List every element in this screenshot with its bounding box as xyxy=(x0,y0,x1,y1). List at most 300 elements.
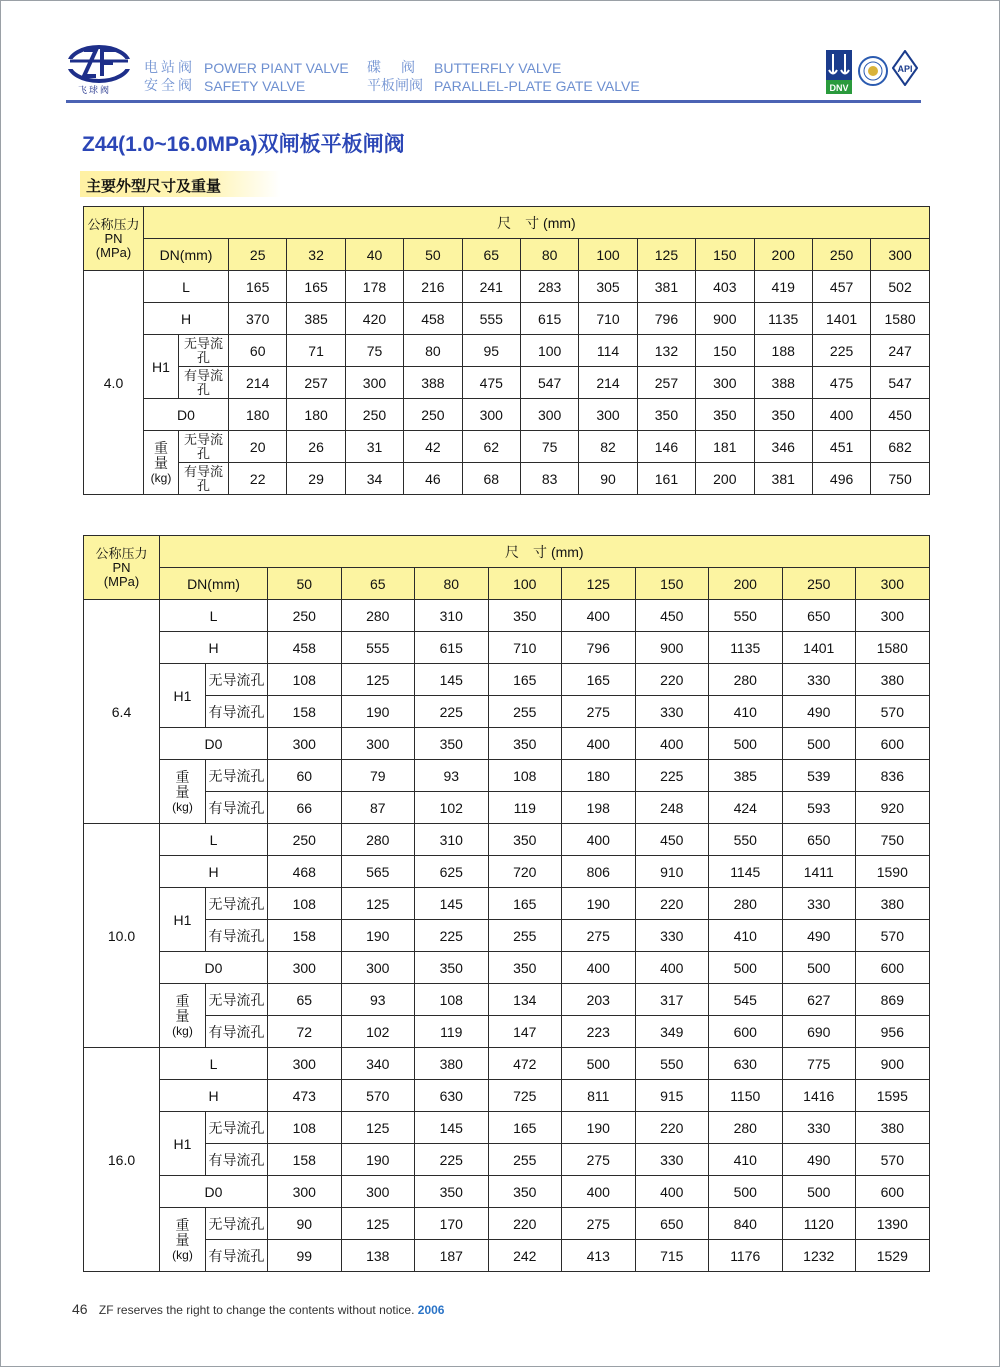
table-cell: 180 xyxy=(287,399,345,431)
table-cell: 214 xyxy=(579,367,637,399)
table-cell: 490 xyxy=(782,920,856,952)
table-cell: 500 xyxy=(782,728,856,760)
table-row xyxy=(84,463,930,495)
table-cell: 108 xyxy=(488,760,562,792)
dn-header-cell: 250 xyxy=(812,239,870,271)
page-number: 46 xyxy=(72,1301,88,1317)
table-cell: 900 xyxy=(696,303,754,335)
table-cell: 796 xyxy=(637,303,695,335)
table-cell: 650 xyxy=(782,600,856,632)
table-row xyxy=(84,728,930,760)
table-cell: 108 xyxy=(268,888,342,920)
table-cell: 330 xyxy=(635,1144,709,1176)
table-cell: 400 xyxy=(635,728,709,760)
table-cell: 95 xyxy=(462,335,520,367)
table-cell: 385 xyxy=(709,760,783,792)
table-cell: 400 xyxy=(562,728,636,760)
table-cell: 190 xyxy=(341,920,415,952)
table-cell: 350 xyxy=(488,952,562,984)
table-cell: 400 xyxy=(562,600,636,632)
table-cell: 300 xyxy=(341,952,415,984)
pn-header xyxy=(84,536,160,600)
table-cell: 400 xyxy=(562,1176,636,1208)
weight-label: 重量 xyxy=(154,439,168,471)
table-cell: 29 xyxy=(287,463,345,495)
dimension-unit: (mm) xyxy=(543,214,576,231)
table-cell: 275 xyxy=(562,920,636,952)
table-cell: 410 xyxy=(709,1144,783,1176)
param-label-weight xyxy=(160,1208,206,1272)
table-cell: 87 xyxy=(341,792,415,824)
table-cell: 410 xyxy=(709,920,783,952)
dn-header-cell: 80 xyxy=(415,568,489,600)
table-cell: 317 xyxy=(635,984,709,1016)
table-cell: 190 xyxy=(562,888,636,920)
table-row xyxy=(84,335,930,367)
table-cell: 473 xyxy=(268,1080,342,1112)
table-cell: 330 xyxy=(782,664,856,696)
table-cell: 165 xyxy=(488,1112,562,1144)
table-cell: 490 xyxy=(782,696,856,728)
dimension-label: 尺 寸 xyxy=(497,214,540,231)
table-cell: 158 xyxy=(268,1144,342,1176)
table-row xyxy=(84,1016,930,1048)
table-cell: 200 xyxy=(696,463,754,495)
pn-header-line2: PN xyxy=(104,230,123,246)
table-row xyxy=(84,367,930,399)
table-cell: 424 xyxy=(709,792,783,824)
table-cell: 910 xyxy=(635,856,709,888)
table-cell: 300 xyxy=(462,399,520,431)
table-cell: 500 xyxy=(562,1048,636,1080)
dn-header-cell: 25 xyxy=(229,239,287,271)
pn-header-line2: PN xyxy=(112,559,131,575)
table-cell: 811 xyxy=(562,1080,636,1112)
with-hole-label: 有导流孔 xyxy=(206,696,268,728)
dn-header-cell: 125 xyxy=(562,568,636,600)
table-cell: 330 xyxy=(782,888,856,920)
table-cell: 340 xyxy=(341,1048,415,1080)
table-cell: 725 xyxy=(488,1080,562,1112)
table-cell: 475 xyxy=(462,367,520,399)
with-hole-label: 有导流孔 xyxy=(206,1240,268,1272)
table-cell: 380 xyxy=(856,1112,930,1144)
table-row xyxy=(84,952,930,984)
table-cell: 150 xyxy=(696,335,754,367)
table-row xyxy=(84,856,930,888)
param-label-h: H xyxy=(144,303,229,335)
table-cell: 410 xyxy=(709,696,783,728)
param-label-h1: H1 xyxy=(160,1112,206,1176)
table-cell: 1401 xyxy=(812,303,870,335)
header-cn-butterfly: 碟 阀 xyxy=(367,59,418,75)
table-row xyxy=(84,399,930,431)
table-cell: 119 xyxy=(488,792,562,824)
table-cell: 60 xyxy=(229,335,287,367)
round-seal-icon xyxy=(858,56,888,86)
table-cell: 380 xyxy=(415,1048,489,1080)
table-cell: 79 xyxy=(341,760,415,792)
table-cell: 350 xyxy=(415,728,489,760)
table-cell: 225 xyxy=(415,920,489,952)
table-cell: 310 xyxy=(415,824,489,856)
no-hole-label: 无导流孔 xyxy=(206,760,268,792)
table-cell: 451 xyxy=(812,431,870,463)
table-cell: 34 xyxy=(345,463,403,495)
table-cell: 458 xyxy=(404,303,462,335)
with-hole-label: 有导流孔 xyxy=(179,367,229,399)
table-cell: 1416 xyxy=(782,1080,856,1112)
header-en-safety: SAFETY VALVE xyxy=(204,78,306,94)
param-label-d0: D0 xyxy=(160,952,268,984)
table-cell: 500 xyxy=(709,1176,783,1208)
dn-header-cell: 200 xyxy=(709,568,783,600)
table-cell: 1590 xyxy=(856,856,930,888)
table-cell: 125 xyxy=(341,888,415,920)
table-cell: 90 xyxy=(579,463,637,495)
pn-header-line3: (MPa) xyxy=(103,573,140,589)
table-cell: 450 xyxy=(635,824,709,856)
dn-header-cell: 100 xyxy=(488,568,562,600)
table-cell: 457 xyxy=(812,271,870,303)
table-cell: 500 xyxy=(709,952,783,984)
table-cell: 257 xyxy=(287,367,345,399)
table-cell: 615 xyxy=(415,632,489,664)
table-row xyxy=(84,824,930,856)
table-cell: 180 xyxy=(229,399,287,431)
no-hole-label: 无导流孔 xyxy=(206,888,268,920)
with-hole-label: 有导流孔 xyxy=(206,1144,268,1176)
table-cell: 220 xyxy=(635,888,709,920)
table-cell: 350 xyxy=(415,1176,489,1208)
param-label-h: H xyxy=(160,1080,268,1112)
table-row xyxy=(84,271,930,303)
param-label-h1: H1 xyxy=(144,335,179,399)
pn-header-line1: 公称压力 xyxy=(95,545,148,561)
table-cell: 1401 xyxy=(782,632,856,664)
table-cell: 550 xyxy=(635,1048,709,1080)
table-cell: 570 xyxy=(856,920,930,952)
param-label-l: L xyxy=(160,600,268,632)
table-cell: 570 xyxy=(856,1144,930,1176)
table-cell: 225 xyxy=(635,760,709,792)
table-cell: 547 xyxy=(871,367,930,399)
no-hole-label: 无导流孔 xyxy=(206,664,268,696)
table-cell: 257 xyxy=(637,367,695,399)
table-cell: 82 xyxy=(579,431,637,463)
table-row xyxy=(84,760,930,792)
table-cell: 145 xyxy=(415,664,489,696)
table-cell: 68 xyxy=(462,463,520,495)
table-cell: 350 xyxy=(415,952,489,984)
table-cell: 125 xyxy=(341,1112,415,1144)
weight-label: 重量 xyxy=(175,992,190,1024)
header-cn-safety: 安全阀 xyxy=(144,77,195,93)
table-cell: 350 xyxy=(637,399,695,431)
table-cell: 420 xyxy=(345,303,403,335)
table-cell: 300 xyxy=(345,367,403,399)
table-cell: 132 xyxy=(637,335,695,367)
table-cell: 161 xyxy=(637,463,695,495)
with-hole-label: 有导流孔 xyxy=(206,1016,268,1048)
page-title: Z44(1.0~16.0MPa)双闸板平板闸阀 xyxy=(82,133,405,156)
dimension-header xyxy=(144,207,930,239)
table-cell: 300 xyxy=(520,399,578,431)
dimension-table-pn40 xyxy=(83,206,930,495)
with-hole-label: 有导流孔 xyxy=(206,792,268,824)
table-row xyxy=(84,696,930,728)
table-cell: 280 xyxy=(341,600,415,632)
no-hole-label: 无导流孔 xyxy=(206,1112,268,1144)
table-cell: 1176 xyxy=(709,1240,783,1272)
table-cell: 806 xyxy=(562,856,636,888)
dn-header-cell: 125 xyxy=(637,239,695,271)
logo-caption: 飞球阀 xyxy=(78,85,112,95)
dimension-header xyxy=(160,536,930,568)
table-row xyxy=(84,1080,930,1112)
table-cell: 255 xyxy=(488,920,562,952)
table-row xyxy=(84,664,930,696)
param-label-h1: H1 xyxy=(160,888,206,952)
table-row xyxy=(84,888,930,920)
table-cell: 300 xyxy=(696,367,754,399)
table-cell: 547 xyxy=(520,367,578,399)
table-cell: 715 xyxy=(635,1240,709,1272)
table-cell: 1390 xyxy=(856,1208,930,1240)
table-cell: 250 xyxy=(268,824,342,856)
table-row xyxy=(84,1048,930,1080)
table-row xyxy=(84,600,930,632)
table-cell: 350 xyxy=(488,1176,562,1208)
table-cell: 71 xyxy=(287,335,345,367)
table-cell: 93 xyxy=(415,760,489,792)
table-cell: 300 xyxy=(341,728,415,760)
table-cell: 500 xyxy=(709,728,783,760)
header-divider xyxy=(66,100,921,103)
table-cell: 710 xyxy=(488,632,562,664)
dn-header-cell: 150 xyxy=(696,239,754,271)
table-cell: 300 xyxy=(268,728,342,760)
table-cell: 400 xyxy=(562,824,636,856)
table-cell: 350 xyxy=(754,399,812,431)
weight-label: 重量 xyxy=(175,1216,190,1248)
table-cell: 490 xyxy=(782,1144,856,1176)
dn-header-cell: 80 xyxy=(520,239,578,271)
table-cell: 496 xyxy=(812,463,870,495)
table-cell: 1411 xyxy=(782,856,856,888)
table-cell: 225 xyxy=(812,335,870,367)
table-cell: 100 xyxy=(520,335,578,367)
table-cell: 75 xyxy=(520,431,578,463)
table-row xyxy=(84,984,930,1016)
table-cell: 220 xyxy=(488,1208,562,1240)
dn-header-cell: 65 xyxy=(462,239,520,271)
table-cell: 280 xyxy=(341,824,415,856)
table-cell: 1120 xyxy=(782,1208,856,1240)
table-cell: 630 xyxy=(709,1048,783,1080)
table-cell: 330 xyxy=(635,920,709,952)
table-cell: 223 xyxy=(562,1016,636,1048)
table-row xyxy=(84,1176,930,1208)
table-cell: 305 xyxy=(579,271,637,303)
param-label-d0: D0 xyxy=(160,728,268,760)
table-cell: 146 xyxy=(637,431,695,463)
table-cell: 565 xyxy=(341,856,415,888)
table-cell: 555 xyxy=(341,632,415,664)
table-cell: 80 xyxy=(404,335,462,367)
param-label-d0: D0 xyxy=(144,399,229,431)
table-cell: 93 xyxy=(341,984,415,1016)
table-cell: 539 xyxy=(782,760,856,792)
table-cell: 1580 xyxy=(871,303,930,335)
table-cell: 280 xyxy=(709,888,783,920)
header-en-power-plant: POWER PIANT VALVE xyxy=(204,60,349,76)
table-cell: 165 xyxy=(562,664,636,696)
table-cell: 346 xyxy=(754,431,812,463)
table-cell: 570 xyxy=(341,1080,415,1112)
table-cell: 83 xyxy=(520,463,578,495)
dnv-cert-icon xyxy=(826,50,852,94)
table-cell: 190 xyxy=(341,696,415,728)
table-cell: 350 xyxy=(488,600,562,632)
table-cell: 330 xyxy=(782,1112,856,1144)
table-cell: 255 xyxy=(488,696,562,728)
table-cell: 114 xyxy=(579,335,637,367)
table-cell: 108 xyxy=(415,984,489,1016)
table-cell: 241 xyxy=(462,271,520,303)
dn-header-cell: 250 xyxy=(782,568,856,600)
table-cell: 99 xyxy=(268,1240,342,1272)
table-cell: 475 xyxy=(812,367,870,399)
table-cell: 458 xyxy=(268,632,342,664)
table-cell: 600 xyxy=(709,1016,783,1048)
dn-label: DN(mm) xyxy=(144,239,229,271)
table-row xyxy=(84,1240,930,1272)
table-cell: 400 xyxy=(562,952,636,984)
table-cell: 1232 xyxy=(782,1240,856,1272)
table-cell: 710 xyxy=(579,303,637,335)
table-cell: 214 xyxy=(229,367,287,399)
param-label-l: L xyxy=(144,271,229,303)
table-cell: 796 xyxy=(562,632,636,664)
table-row xyxy=(84,1144,930,1176)
table-cell: 275 xyxy=(562,696,636,728)
table-cell: 775 xyxy=(782,1048,856,1080)
table-cell: 22 xyxy=(229,463,287,495)
pn-header-line3: (MPa) xyxy=(95,244,132,260)
table-cell: 349 xyxy=(635,1016,709,1048)
table-cell: 615 xyxy=(520,303,578,335)
pn-header xyxy=(84,207,144,271)
pn-value: 16.0 xyxy=(84,1048,160,1272)
table-cell: 66 xyxy=(268,792,342,824)
table-cell: 178 xyxy=(345,271,403,303)
table-cell: 145 xyxy=(415,1112,489,1144)
table-cell: 388 xyxy=(404,367,462,399)
table-cell: 75 xyxy=(345,335,403,367)
table-cell: 225 xyxy=(415,696,489,728)
dn-label: DN(mm) xyxy=(160,568,268,600)
table-cell: 630 xyxy=(415,1080,489,1112)
dn-header-cell: 32 xyxy=(287,239,345,271)
table-cell: 170 xyxy=(415,1208,489,1240)
param-label-h: H xyxy=(160,856,268,888)
table-cell: 900 xyxy=(635,632,709,664)
table-cell: 203 xyxy=(562,984,636,1016)
table-cell: 247 xyxy=(871,335,930,367)
dn-header-cell: 50 xyxy=(268,568,342,600)
table-cell: 385 xyxy=(287,303,345,335)
table-cell: 26 xyxy=(287,431,345,463)
weight-label: 重量 xyxy=(175,768,190,800)
table-cell: 330 xyxy=(635,696,709,728)
api-label: API xyxy=(897,64,913,74)
table-cell: 403 xyxy=(696,271,754,303)
table-cell: 60 xyxy=(268,760,342,792)
table-cell: 310 xyxy=(415,600,489,632)
table-cell: 31 xyxy=(345,431,403,463)
table-cell: 188 xyxy=(754,335,812,367)
table-cell: 840 xyxy=(709,1208,783,1240)
table-cell: 1595 xyxy=(856,1080,930,1112)
table-cell: 869 xyxy=(856,984,930,1016)
pn-value: 4.0 xyxy=(84,271,144,495)
table-cell: 181 xyxy=(696,431,754,463)
table-cell: 570 xyxy=(856,696,930,728)
dn-header-cell: 65 xyxy=(341,568,415,600)
table-cell: 108 xyxy=(268,1112,342,1144)
table-cell: 90 xyxy=(268,1208,342,1240)
table-cell: 300 xyxy=(341,1176,415,1208)
table-cell: 381 xyxy=(754,463,812,495)
table-cell: 450 xyxy=(871,399,930,431)
table-cell: 102 xyxy=(415,792,489,824)
table-cell: 350 xyxy=(488,824,562,856)
table-cell: 225 xyxy=(415,1144,489,1176)
weight-unit: (kg) xyxy=(150,470,172,485)
footer-notice: ZF reserves the right to change the contents without notice. xyxy=(98,1303,415,1317)
table-cell: 300 xyxy=(856,600,930,632)
table-cell: 242 xyxy=(488,1240,562,1272)
table-cell: 165 xyxy=(488,888,562,920)
no-hole-label: 无导流孔 xyxy=(179,335,229,367)
table-cell: 300 xyxy=(579,399,637,431)
dimension-table-pn64-160 xyxy=(83,535,930,1272)
table-cell: 419 xyxy=(754,271,812,303)
table-cell: 625 xyxy=(415,856,489,888)
table-cell: 750 xyxy=(871,463,930,495)
table-cell: 350 xyxy=(696,399,754,431)
table-cell: 190 xyxy=(341,1144,415,1176)
table-cell: 650 xyxy=(782,824,856,856)
param-label-h: H xyxy=(160,632,268,664)
table-cell: 550 xyxy=(709,600,783,632)
table-row xyxy=(84,792,930,824)
weight-unit: (kg) xyxy=(172,1247,193,1262)
table-cell: 500 xyxy=(782,952,856,984)
table-cell: 145 xyxy=(415,888,489,920)
pn-value: 10.0 xyxy=(84,824,160,1048)
table-cell: 248 xyxy=(635,792,709,824)
table-cell: 502 xyxy=(871,271,930,303)
table-cell: 1529 xyxy=(856,1240,930,1272)
dn-header-cell: 50 xyxy=(404,239,462,271)
table-cell: 158 xyxy=(268,696,342,728)
table-cell: 275 xyxy=(562,1144,636,1176)
table-cell: 250 xyxy=(345,399,403,431)
dimension-label: 尺 寸 xyxy=(505,543,548,560)
param-label-weight xyxy=(160,760,206,824)
